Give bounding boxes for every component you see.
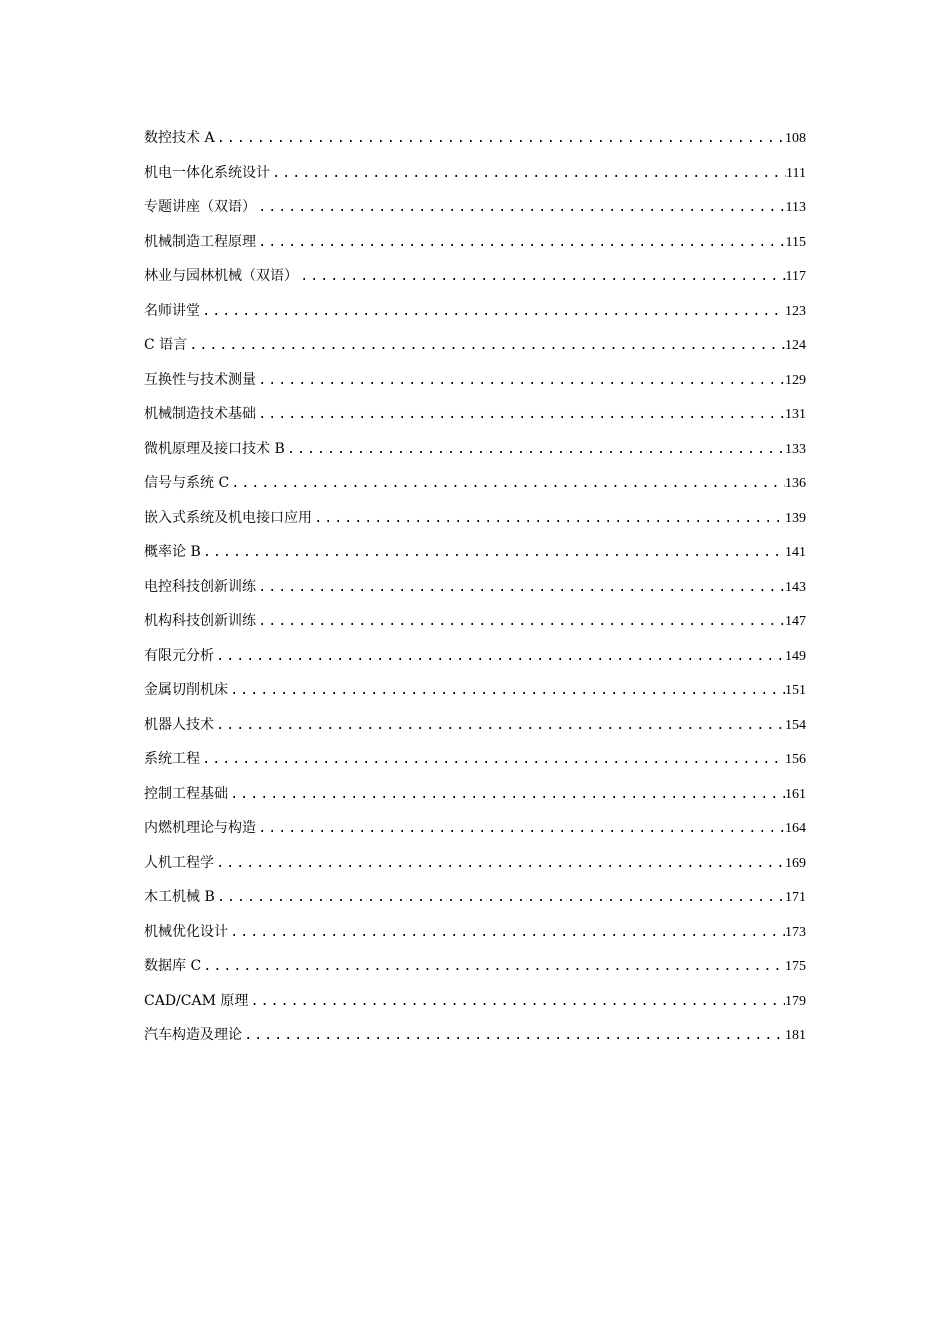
toc-entry-title: 控制工程基础 bbox=[144, 785, 228, 802]
toc-entry[interactable] bbox=[144, 708, 806, 743]
toc-dot-leader bbox=[201, 536, 785, 571]
toc-dot-leader bbox=[200, 295, 785, 330]
toc-entry-page: 154 bbox=[785, 717, 806, 733]
toc-entry[interactable] bbox=[144, 949, 806, 984]
toc-dot-leader bbox=[214, 709, 785, 744]
toc-entry[interactable] bbox=[144, 880, 806, 915]
toc-entry-page: 133 bbox=[785, 441, 806, 457]
toc-entry-title: 数控技术 A bbox=[144, 130, 215, 146]
toc-entry[interactable] bbox=[144, 156, 806, 191]
toc-dot-leader bbox=[285, 433, 785, 468]
toc-entry-title: 机电一体化系统设计 bbox=[144, 164, 270, 181]
toc-entry[interactable] bbox=[144, 984, 806, 1019]
toc-dot-leader bbox=[312, 502, 785, 537]
toc-entry-page: 173 bbox=[785, 924, 806, 940]
toc-entry-page: 179 bbox=[785, 993, 806, 1009]
toc-entry[interactable] bbox=[144, 225, 806, 260]
toc-entry[interactable] bbox=[144, 397, 806, 432]
toc-entry-title: 机械优化设计 bbox=[144, 923, 228, 940]
toc-entry[interactable] bbox=[144, 190, 806, 225]
toc-entry[interactable] bbox=[144, 466, 806, 501]
toc-entry-title: 专题讲座（双语） bbox=[144, 199, 256, 215]
toc-dot-leader bbox=[256, 226, 786, 261]
toc-entry-page: 171 bbox=[785, 890, 806, 905]
toc-entry-title: 机构科技创新训练 bbox=[144, 613, 256, 629]
toc-entry[interactable] bbox=[144, 604, 806, 639]
toc-entry-page: 117 bbox=[785, 269, 806, 284]
toc-entry-title: 信号与系统 C bbox=[144, 475, 230, 491]
toc-entry[interactable] bbox=[144, 811, 806, 846]
toc-entry-title: 林业与园林机械（双语） bbox=[144, 268, 298, 284]
toc-entry[interactable] bbox=[144, 570, 806, 605]
toc-entry-title: 金属切削机床 bbox=[144, 682, 228, 698]
toc-entry-page: 129 bbox=[785, 372, 806, 388]
toc-entry-page: 161 bbox=[785, 786, 806, 802]
toc-entry-page: 169 bbox=[785, 855, 806, 871]
toc-entry-page: 164 bbox=[785, 821, 806, 836]
toc-entry[interactable] bbox=[144, 846, 806, 881]
toc-dot-leader bbox=[215, 881, 785, 916]
toc-entry-page: 131 bbox=[785, 407, 806, 422]
toc-entry-title: C 语言 bbox=[144, 337, 188, 353]
toc-dot-leader bbox=[201, 950, 785, 985]
toc-entry[interactable] bbox=[144, 294, 806, 329]
toc-entry-title: 木工机械 B bbox=[144, 889, 215, 905]
toc-dot-leader bbox=[228, 778, 785, 813]
toc-entry-title: 系统工程 bbox=[144, 751, 200, 767]
toc-entry-page: 115 bbox=[785, 234, 806, 250]
toc-entry-page: 151 bbox=[785, 683, 806, 698]
toc-entry[interactable] bbox=[144, 915, 806, 950]
toc-entry-title: CAD/CAM 原理 bbox=[144, 992, 249, 1009]
toc-entry-page: 141 bbox=[785, 545, 806, 560]
toc-dot-leader bbox=[256, 364, 785, 399]
toc-entry[interactable] bbox=[144, 363, 806, 398]
toc-dot-leader bbox=[229, 467, 785, 502]
toc-entry-title: 嵌入式系统及机电接口应用 bbox=[144, 509, 312, 526]
toc-dot-leader bbox=[214, 847, 785, 882]
toc-entry-page: 147 bbox=[785, 614, 806, 629]
toc-dot-leader bbox=[228, 916, 785, 951]
toc-entry[interactable] bbox=[144, 432, 806, 467]
toc-entry[interactable] bbox=[144, 259, 806, 294]
table-of-contents bbox=[144, 121, 806, 1053]
toc-dot-leader bbox=[256, 398, 785, 433]
toc-dot-leader bbox=[215, 122, 785, 157]
toc-entry-title: 机器人技术 bbox=[144, 716, 214, 733]
toc-dot-leader bbox=[256, 812, 785, 847]
toc-entry-title: 概率论 B bbox=[144, 544, 201, 560]
toc-entry[interactable] bbox=[144, 777, 806, 812]
toc-entry-page: 139 bbox=[785, 510, 806, 526]
toc-entry-page: 113 bbox=[785, 200, 806, 215]
toc-entry-page: 149 bbox=[785, 648, 806, 664]
toc-entry[interactable] bbox=[144, 742, 806, 777]
toc-entry-page: 136 bbox=[785, 476, 806, 491]
toc-dot-leader bbox=[242, 1019, 785, 1054]
toc-entry-title: 机械制造工程原理 bbox=[144, 233, 256, 250]
toc-entry[interactable] bbox=[144, 639, 806, 674]
toc-entry[interactable] bbox=[144, 121, 806, 156]
toc-entry[interactable] bbox=[144, 535, 806, 570]
toc-entry-title: 汽车构造及理论 bbox=[144, 1027, 242, 1043]
toc-dot-leader bbox=[298, 260, 786, 295]
toc-entry[interactable] bbox=[144, 1018, 806, 1053]
toc-dot-leader bbox=[256, 571, 785, 606]
toc-entry-title: 微机原理及接口技术 B bbox=[144, 440, 285, 457]
toc-entry-title: 互换性与技术测量 bbox=[144, 371, 256, 388]
toc-entry-title: 数据库 C bbox=[144, 958, 202, 974]
toc-entry-page: 108 bbox=[785, 131, 806, 146]
toc-entry-page: 124 bbox=[785, 338, 806, 353]
toc-entry[interactable] bbox=[144, 501, 806, 536]
toc-entry[interactable] bbox=[144, 328, 806, 363]
toc-dot-leader bbox=[187, 329, 785, 364]
toc-entry-page: 123 bbox=[785, 303, 806, 319]
toc-entry-title: 电控科技创新训练 bbox=[144, 578, 256, 595]
toc-entry-title: 人机工程学 bbox=[144, 854, 214, 871]
toc-entry-page: 111 bbox=[786, 165, 806, 181]
toc-entry-page: 156 bbox=[785, 752, 806, 767]
toc-dot-leader bbox=[256, 605, 785, 640]
toc-entry-title: 机械制造技术基础 bbox=[144, 406, 256, 422]
toc-entry-page: 181 bbox=[785, 1028, 806, 1043]
toc-entry-title: 有限元分析 bbox=[144, 647, 214, 664]
toc-dot-leader bbox=[200, 743, 785, 778]
toc-entry-title: 内燃机理论与构造 bbox=[144, 820, 256, 836]
toc-dot-leader bbox=[248, 985, 785, 1020]
toc-entry-title: 名师讲堂 bbox=[144, 302, 200, 319]
toc-dot-leader bbox=[256, 191, 786, 226]
toc-entry-page: 175 bbox=[785, 959, 806, 974]
toc-dot-leader bbox=[228, 674, 785, 709]
toc-entry[interactable] bbox=[144, 673, 806, 708]
toc-entry-page: 143 bbox=[785, 579, 806, 595]
toc-dot-leader bbox=[214, 640, 785, 675]
toc-dot-leader bbox=[270, 157, 786, 192]
